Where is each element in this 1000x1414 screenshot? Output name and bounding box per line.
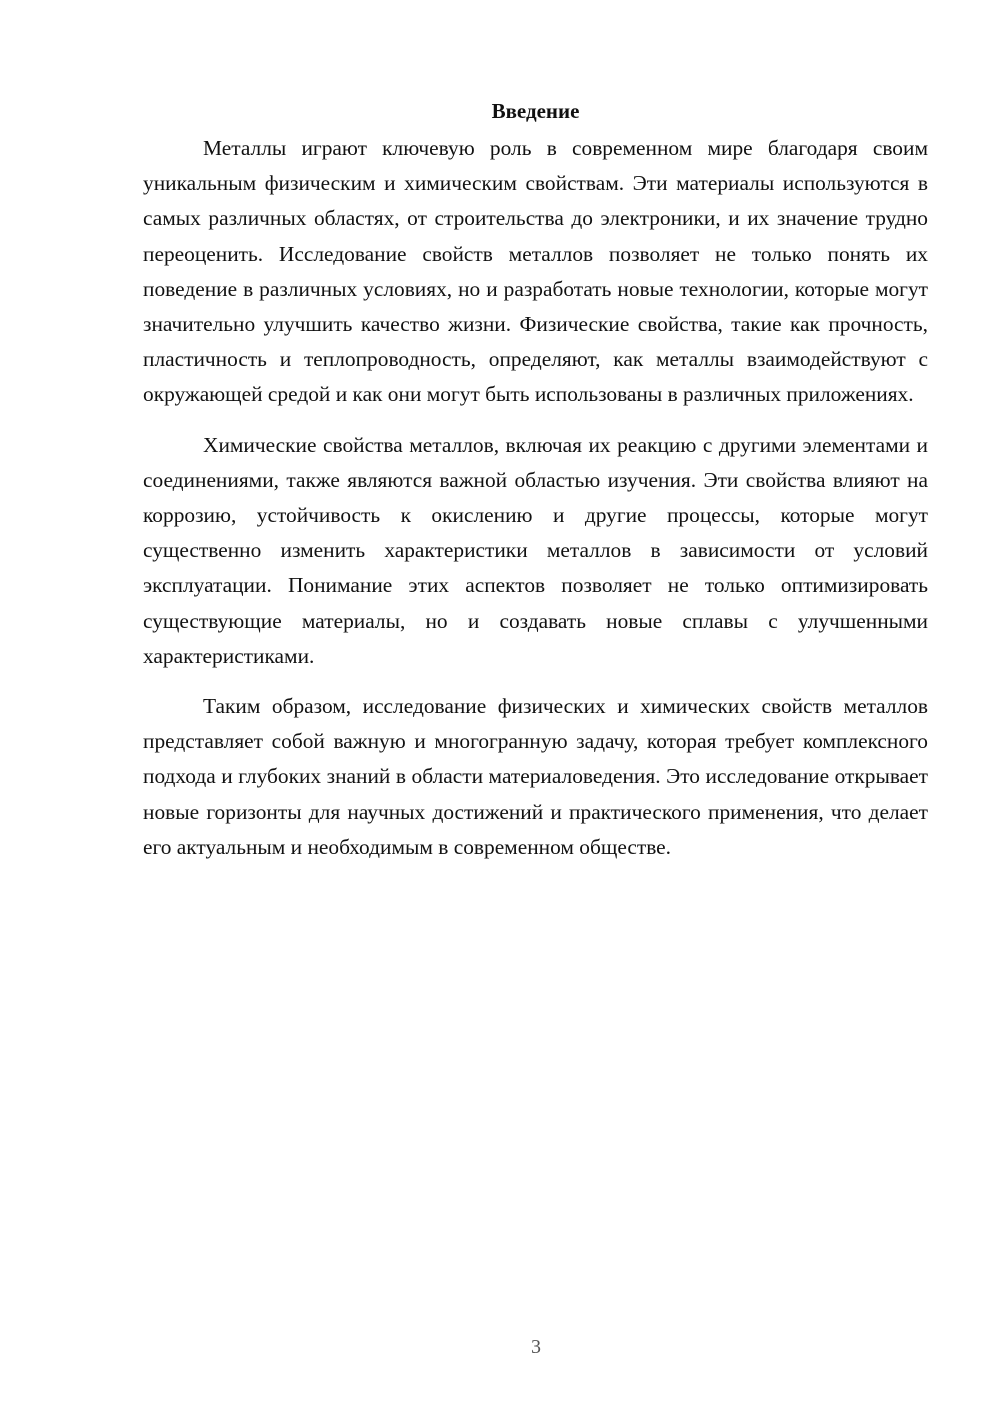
section-heading: Введение [491,99,580,123]
paragraph-1: Металлы играют ключевую роль в современном мире благодаря своим уникальным физическим и химическим свойствам. Эти материалы используются в самых различных областях, от строительства до электроники, и их значение трудно переоценить. Исследование свойств металлов позволяет не только понять их поведение в различных условиях, но и разработать новые технологии, которые могут значительно улучшить качество жизни. Физические свойства, такие как прочность, пластичность и теплопроводность, определяют, как металлы взаимодействуют с окружающей средой и как они могут быть использованы в различных приложениях. [143,136,928,407]
page-number: 3 [531,1336,541,1358]
page-content [143,95,928,880]
paragraph-2: Химические свойства металлов, включая их реакцию с другими элементами и соединениями, также являются важной областью изучения. Эти свойства влияют на коррозию, устойчивость к окислению и другие процессы, которые могут существенно изменить характеристики металлов в зависимости от условий эксплуатации. Понимание этих аспектов позволяет не только оптимизировать существующие материалы, но и создавать новые сплавы с улучшенными характеристиками. [143,432,928,668]
paragraph-3: Таким образом, исследование физических и химических свойств металлов представляет собой важную и многогранную задачу, которая требует комплексного подхода и глубоких знаний в области материаловедения. Это исследование открывает новые горизонты для научных достижений и практического применения, что делает его актуальным и необходимым в современном обществе. [143,694,928,859]
